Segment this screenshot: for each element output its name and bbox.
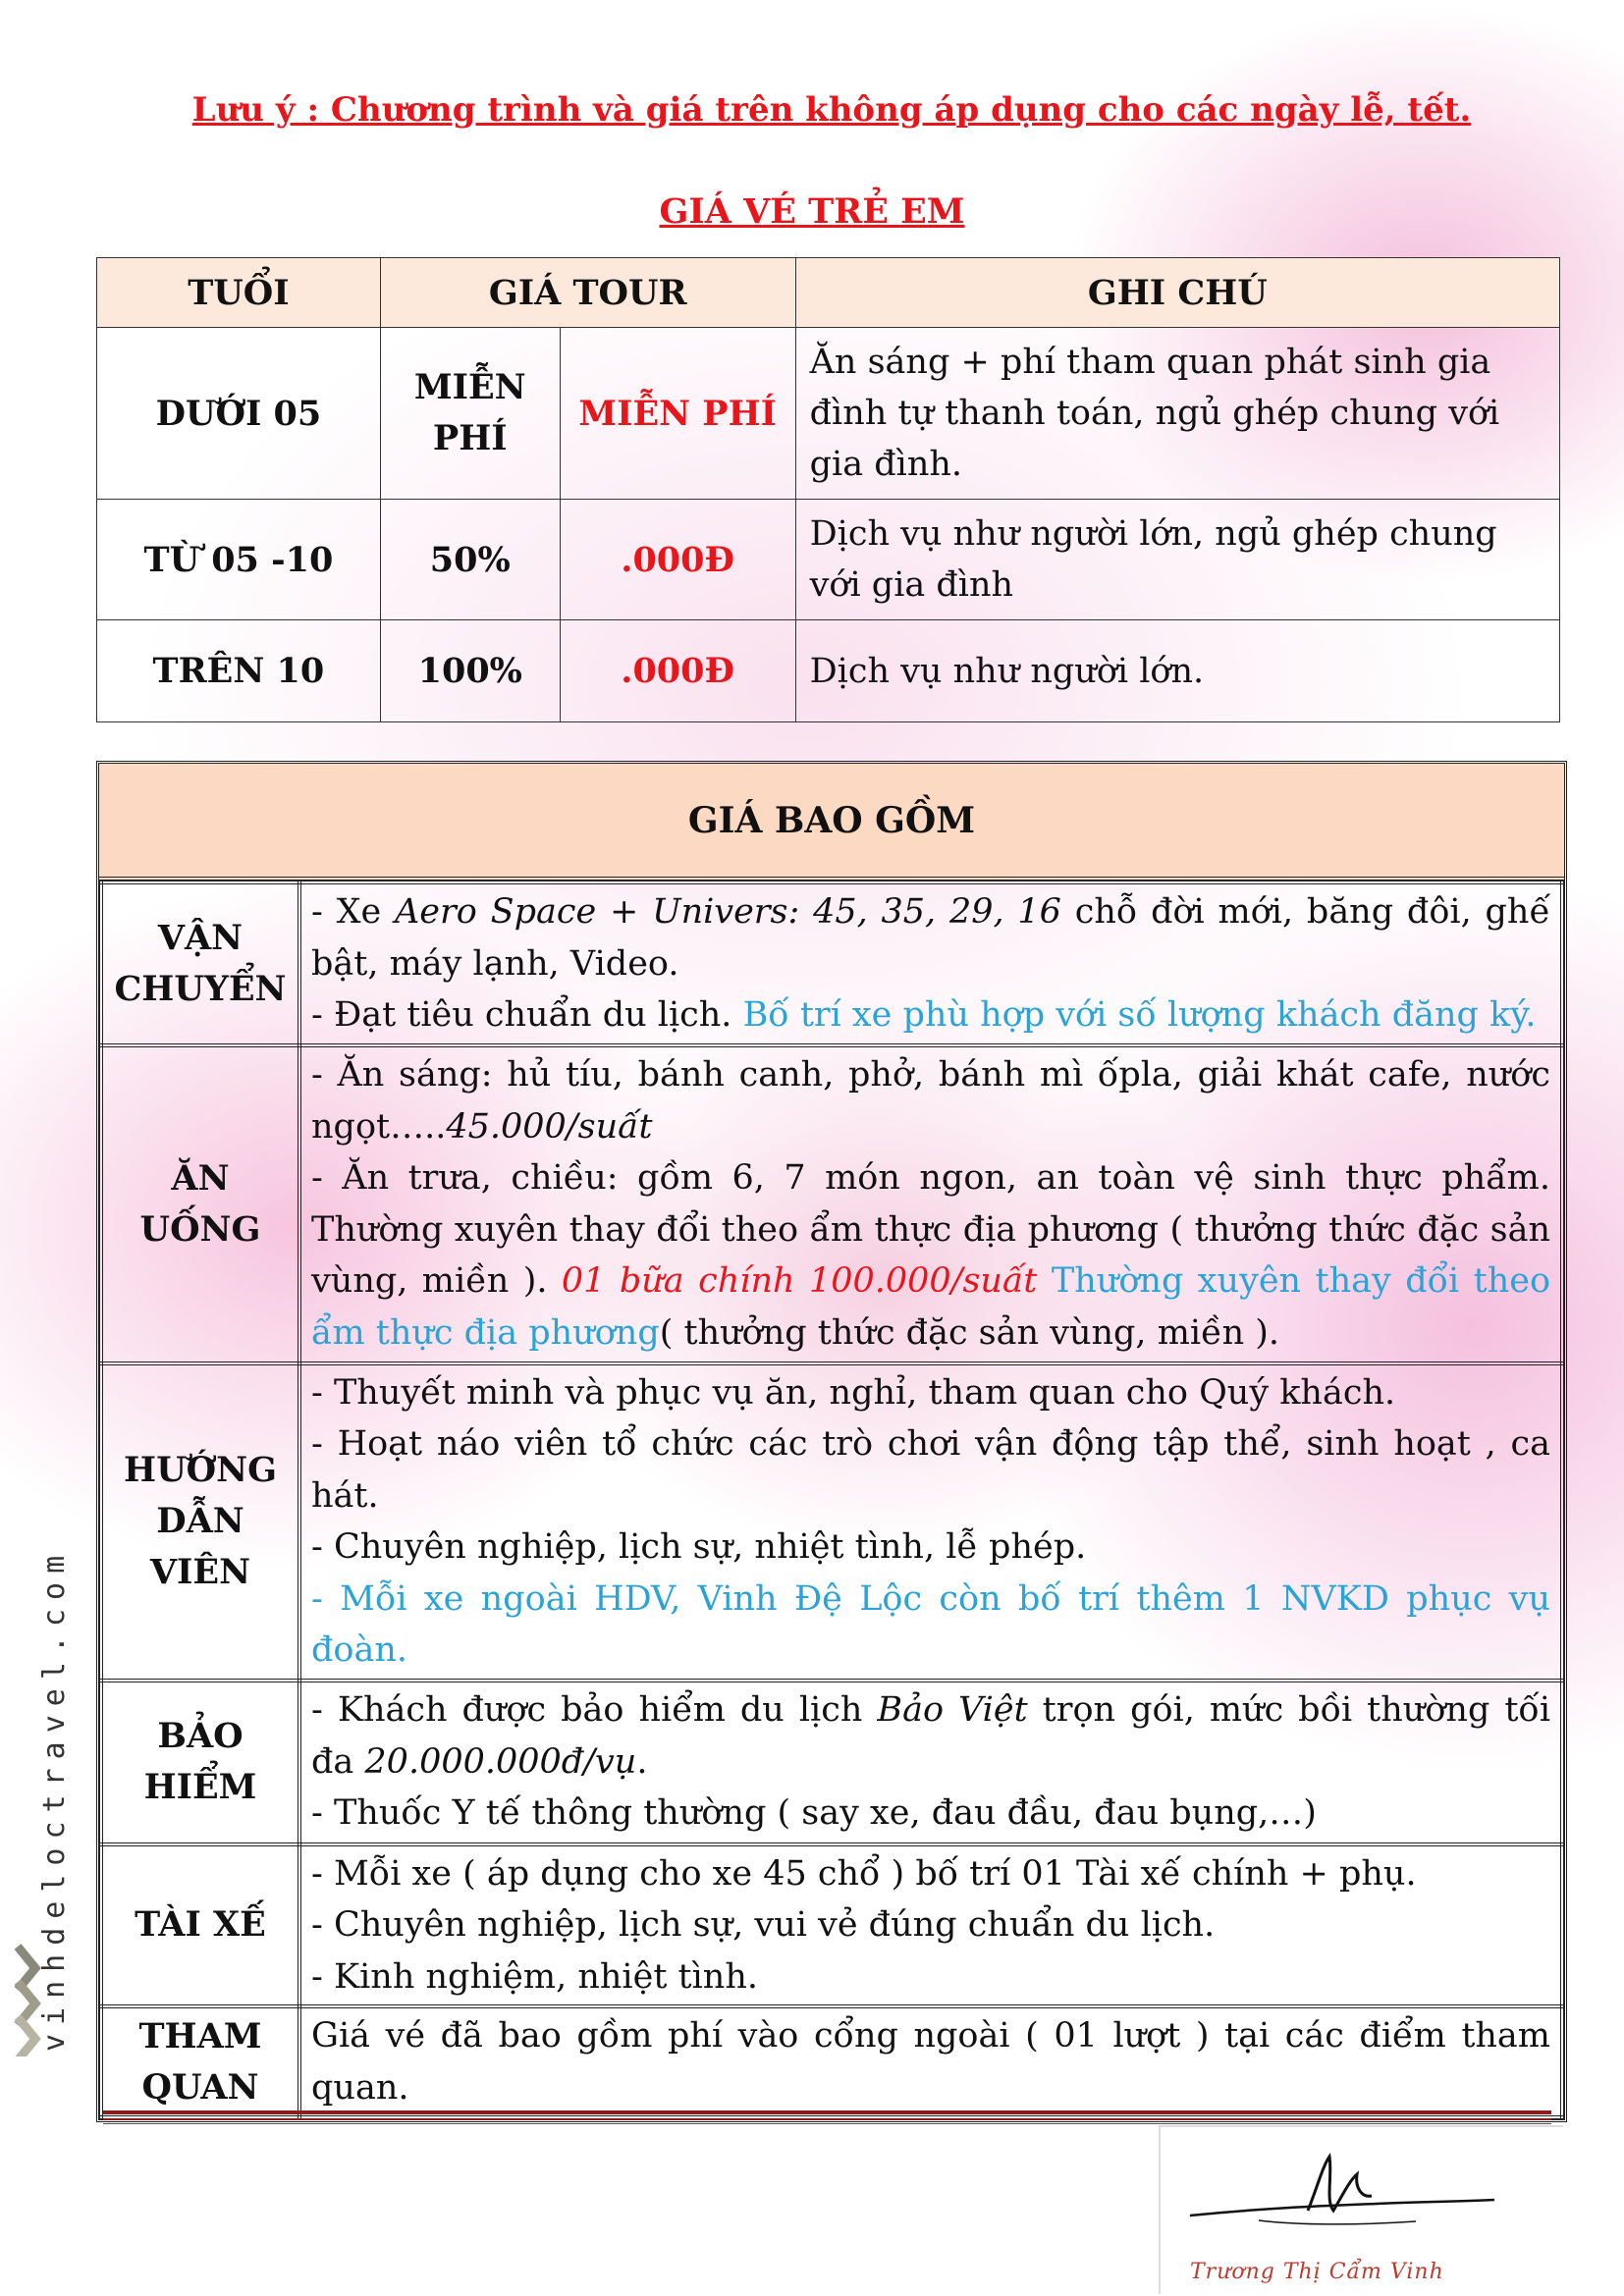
header-note: GHI CHÚ (795, 258, 1559, 328)
price-cell: MIỄN PHÍ (560, 328, 795, 500)
category-label: UỐNG (139, 1208, 261, 1250)
percent-cell: MIỄN PHÍ (380, 328, 560, 500)
kids-price-table (96, 257, 1560, 722)
desc-line: - Chuyên nghiệp, lịch sự, vui vẻ đúng chuẩn du lịch. (311, 1905, 1216, 1945)
category-sightseeing (101, 2006, 299, 2117)
desc-line: - Mỗi xe ngoài HDV, Vinh Đệ Lộc còn bố trí thêm 1 NVKD phục vụ đoàn. (311, 1578, 1550, 1670)
header-price: GIÁ TOUR (380, 258, 795, 328)
category-label: CHUYỂN (114, 968, 287, 1009)
includes-row-insurance (101, 1681, 1562, 1844)
category-label: BẢO (157, 1716, 244, 1756)
description-guide (299, 1363, 1562, 1681)
category-driver: TÀI XẾ (101, 1844, 299, 2007)
category-label: HƯỚNG (124, 1450, 277, 1490)
kids-price-title: GIÁ VÉ TRẺ EM (659, 191, 965, 232)
price-cell: .000Đ (560, 500, 795, 620)
desc-line: - Xe Aero Space + Univers: 45, 35, 29, 16 chỗ đời mới, băng đôi, ghế bật, máy lạnh, Video. (311, 892, 1550, 984)
table-row (97, 500, 1560, 620)
desc-line: - Đạt tiêu chuẩn du lịch. Bố trí xe phù hợp với số lượng khách đăng ký. (311, 995, 1537, 1035)
note-cell: Ăn sáng + phí tham quan phát sinh gia đình tự thanh toán, ngủ ghép chung với gia đình. (795, 328, 1559, 500)
includes-row-transport (101, 882, 1562, 1045)
price-cell: .000Đ (560, 620, 795, 722)
includes-title: GIÁ BAO GỒM (99, 764, 1564, 881)
description-insurance (299, 1681, 1562, 1844)
table-row (97, 620, 1560, 722)
includes-row-guide (101, 1363, 1562, 1681)
category-label: QUAN (141, 2066, 259, 2108)
includes-row-sightseeing (101, 2006, 1562, 2117)
desc-line: - Kinh nghiệm, nhiệt tình. (311, 1956, 758, 1997)
percent-cell: 50% (380, 500, 560, 620)
category-label: THAM (138, 2015, 262, 2056)
website-watermark: vinhdeloctravel.com (37, 1546, 72, 2052)
description-sightseeing: Giá vé đã bao gồm phí vào cổng ngoài ( 01 lượt ) tại các điểm tham quan. (299, 2006, 1562, 2117)
percent-cell: 100% (380, 620, 560, 722)
includes-row-driver (101, 1844, 1562, 2007)
category-meals (101, 1045, 299, 1363)
description-meals (299, 1045, 1562, 1363)
signature-icon (1161, 2127, 1563, 2245)
age-cell: DƯỚI 05 (97, 328, 381, 500)
includes-table (96, 761, 1567, 2122)
footer-divider (103, 2123, 1551, 2124)
age-cell: TỪ 05 -10 (97, 500, 381, 620)
desc-line: - Hoạt náo viên tổ chức các trò chơi vận động tập thể, sinh hoạt , ca hát. (311, 1424, 1550, 1516)
age-cell: TRÊN 10 (97, 620, 381, 722)
category-label: VIÊN (149, 1552, 251, 1592)
category-label: HIỂM (143, 1767, 257, 1807)
includes-row-meals (101, 1045, 1562, 1363)
category-transport (101, 882, 299, 1045)
desc-line: - Mỗi xe ( áp dụng cho xe 45 chổ ) bố trí 01 Tài xế chính + phụ. (311, 1853, 1417, 1894)
table-row (97, 328, 1560, 500)
desc-line: - Thuốc Y tế thông thường ( say xe, đau đầu, đau bụng,…) (311, 1793, 1317, 1834)
desc-line: - Chuyên nghiệp, lịch sự, nhiệt tình, lễ phép. (311, 1527, 1087, 1567)
category-guide (101, 1363, 299, 1681)
desc-line: - Khách được bảo hiểm du lịch Bảo Việt trọn gói, mức bồi thường tối đa 20.000.000đ/vụ. (311, 1690, 1551, 1782)
desc-line: - Ăn sáng: hủ tíu, bánh canh, phở, bánh mì ốpla, giải khát cafe, nước ngọt…..45.000/suất (311, 1055, 1550, 1147)
notice-text: Lưu ý : Chương trình và giá trên không áp dụng cho các ngày lễ, tết. (191, 90, 1472, 130)
category-label: ĂN (171, 1157, 230, 1199)
description-driver (299, 1844, 1562, 2007)
chevron-logo-icon (14, 1939, 53, 2056)
header-age: TUỔI (97, 258, 381, 328)
note-cell: Dịch vụ như người lớn, ngủ ghép chung với gia đình (795, 500, 1559, 620)
includes-grid (99, 881, 1564, 2119)
category-label: VẬN (157, 917, 244, 958)
category-label: DẪN (156, 1501, 244, 1541)
footer-divider (103, 2110, 1551, 2114)
table-header-row (97, 258, 1560, 328)
category-insurance (101, 1681, 299, 1844)
footer-divider (103, 2118, 1551, 2120)
desc-line: - Ăn trưa, chiều: gồm 6, 7 món ngon, an toàn vệ sinh thực phẩm. Thường xuyên thay đổi theo ẩm thực địa phương ( thưởng thức đặc sản vùng, miền ). 01 bữa chính 100.000/suất Thường xuyên thay đổi theo ẩm thực địa phương( thưởng thức đặc sản vùng, miền ). (311, 1158, 1551, 1353)
signature-name: Trương Thị Cẩm Vinh (1190, 2260, 1444, 2284)
signature-block (1159, 2125, 1563, 2294)
note-cell: Dịch vụ như người lớn. (795, 620, 1559, 722)
desc-line: - Thuyết minh và phục vụ ăn, nghỉ, tham quan cho Quý khách. (311, 1372, 1396, 1413)
description-transport (299, 882, 1562, 1045)
